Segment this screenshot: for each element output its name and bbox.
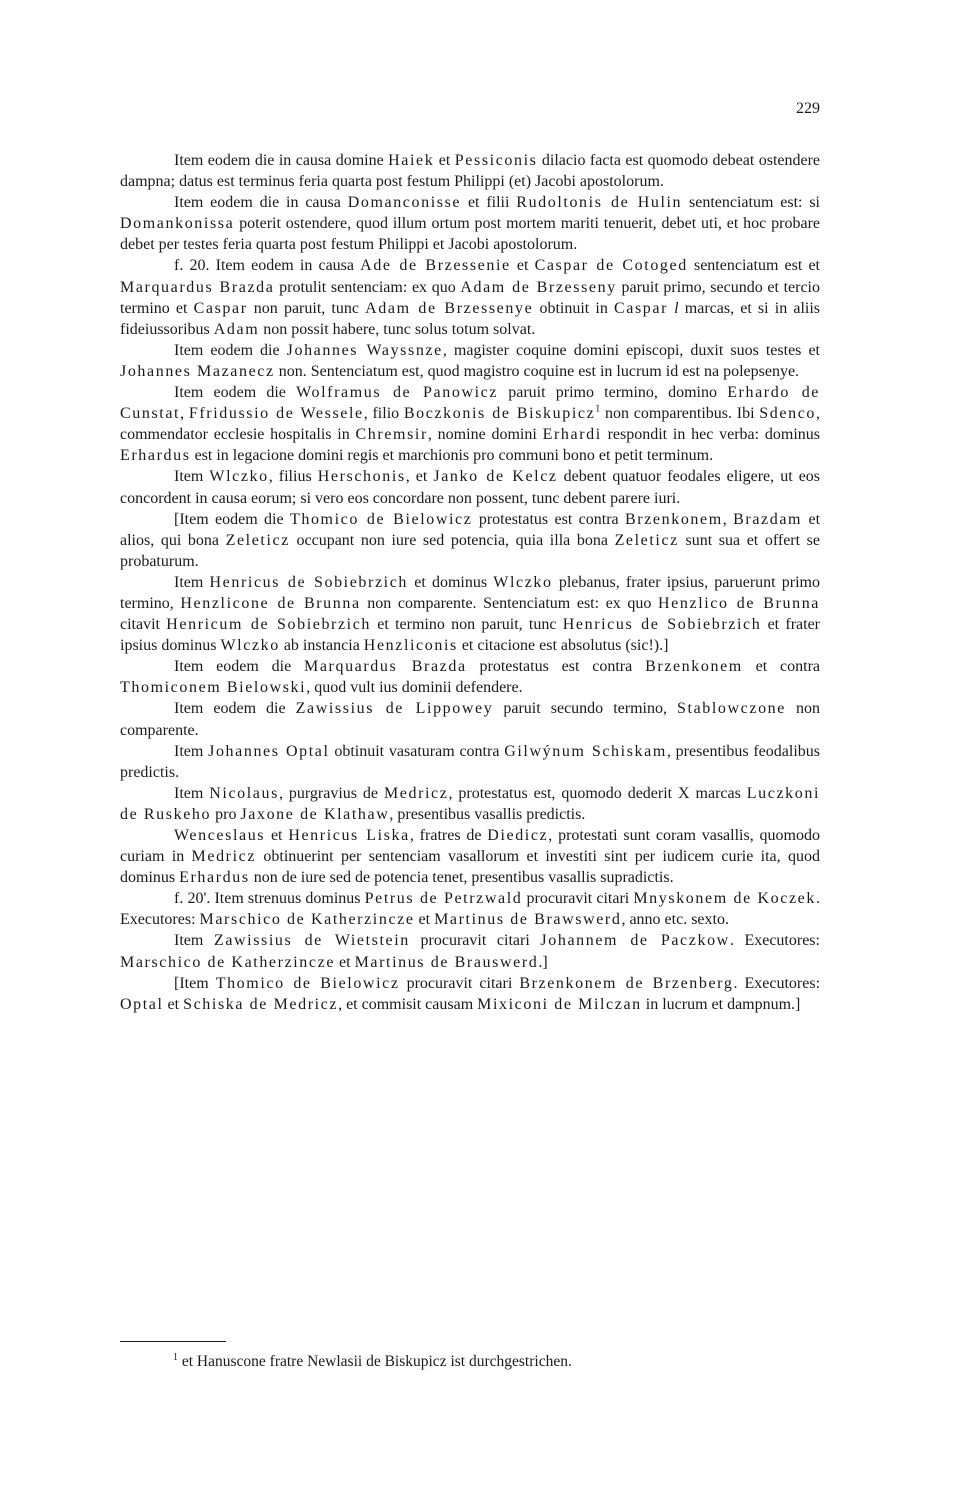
text-run: procuravit citari (522, 890, 634, 908)
spaced-name: Henricus Liska (288, 827, 410, 844)
text-run: Item eodem die in causa domine (174, 152, 389, 169)
spaced-name: Luczkoni de Ruskeho (120, 784, 820, 823)
text-run: Item eodem die in causa (174, 194, 348, 212)
spaced-name: Marschico de Katherzincze (120, 953, 336, 971)
spaced-name: Nicolaus (209, 784, 279, 802)
text-run: , commendator ecclesie hospitalis in (120, 405, 820, 444)
footnote-reference: 1 (595, 403, 601, 415)
spaced-name: Optal (120, 995, 164, 1013)
italic-text: l (674, 299, 679, 317)
text-run: , fratres de (409, 827, 488, 844)
text-run: sentenciatum est et (687, 257, 821, 275)
text-run: , magister coquine domini episcopi, duxit suos testes et (442, 341, 820, 359)
text-run: f. 20'. Item strenuus dominus (174, 890, 365, 908)
text-run: Item eodem die (174, 658, 305, 676)
spaced-name: Erhardus (179, 869, 250, 887)
text-run: , protestati sunt coram vasallis, quomodo curiam in (120, 827, 820, 866)
text-run: non. Sentenciatum est, quod magistro coquine est in lucrum id est na polepsenye. (274, 362, 800, 380)
spaced-name: Domankonissa (120, 215, 235, 233)
text-run: et frater ipsius dominus (120, 616, 821, 655)
text-run: [Item (174, 974, 216, 992)
spaced-name: Johannes Mazanecz (120, 362, 275, 380)
text-run: , nomine domini (427, 426, 543, 444)
paragraph (120, 192, 820, 255)
text-run: plebanus, frater ipsius, paruerunt primo termino, (120, 573, 821, 612)
spaced-name: Johannem de Paczkow (540, 932, 730, 950)
paragraph (120, 466, 820, 508)
text-run: non comparente. Sentenciatum est: ex quo (360, 594, 659, 612)
spaced-name: Medricz (383, 784, 449, 802)
spaced-name: Erhardi (542, 426, 602, 444)
spaced-name: Wolframus de Panowicz (296, 384, 499, 402)
page-number: 229 (796, 100, 820, 117)
text-run: et (434, 152, 455, 169)
text-run: obtinuit vasaturam contra (329, 742, 505, 760)
spaced-name: Wlczko (493, 573, 553, 591)
text-run: et (335, 953, 355, 971)
spaced-name: Martinus de Brauswerd (354, 953, 539, 971)
spaced-name: Herschonis (317, 468, 406, 486)
spaced-name: Henricum de Sobiebrzich (166, 616, 372, 634)
spaced-name: Brazdam (733, 510, 803, 528)
spaced-name: Gilwýnum Schiskam (504, 742, 667, 760)
spaced-name: Schiska de Medricz (183, 995, 339, 1013)
text-run: . Executores: (120, 890, 820, 929)
text-run: procuravit citari (409, 932, 541, 950)
text-run: et dominus (408, 573, 494, 591)
spaced-name: Diedicz (487, 827, 549, 844)
text-run: , quod vult ius dominii defendere. (306, 679, 523, 697)
text-run: .] (538, 953, 548, 971)
text-run: et termino non paruit, tunc (371, 616, 563, 634)
spaced-name: Caspar (613, 299, 669, 317)
text-run: , purgravius de (278, 784, 384, 802)
text-run: debent quatuor feodales eligere, ut eos concordent in causa eorum; si vero eos concordare non possent, tunc debent parere iuri. (120, 468, 821, 507)
spaced-name: Thomico de Bielowicz (289, 510, 473, 528)
text-run: paruit primo, secundo et tercio termino et (120, 278, 820, 317)
text-run: paruit secundo termino, (493, 700, 678, 718)
text-run: , et commisit causam (338, 995, 478, 1013)
spaced-name: Henricus de Sobiebrzich (562, 616, 762, 634)
spaced-name: Johannes Optal (208, 742, 330, 760)
text-run: , (180, 405, 189, 423)
spaced-name: Janko de Kelcz (433, 468, 558, 486)
text-run: in lucrum et dampnum.] (641, 995, 801, 1013)
text-run: Item (174, 784, 210, 802)
paragraph (120, 382, 820, 466)
text-run: protulit sentenciam: ex quo (274, 278, 461, 296)
text-run: obtinuerint per sentenciam vasallorum et investiti sint per iudicem curie ita, quod dominus (120, 848, 820, 887)
text-run: , anno etc. sexto. (621, 911, 729, 929)
spaced-name: Brzenkonem (625, 510, 723, 528)
text-run: et alios, qui bona (120, 510, 821, 549)
spaced-name: Sdenco (759, 405, 816, 423)
spaced-name: Thomico de Bielowicz (215, 974, 400, 992)
text-run: non de iure sed de potencia tenet, presentibus vasallis supradictis. (249, 869, 674, 887)
paragraph (120, 930, 820, 972)
paragraph (120, 509, 820, 572)
spaced-name: Wlczko (209, 468, 269, 486)
spaced-name: Adam (213, 320, 260, 338)
spaced-name: Henricus de Sobiebrzich (209, 573, 409, 591)
spaced-name: Henzliconis (363, 637, 458, 655)
footnote-rule (120, 1341, 226, 1342)
text-run: , filius (268, 468, 318, 486)
spaced-name: Domanconisse (347, 194, 462, 212)
text-run: poterit ostendere, quod illum ortum post mortem mariti tenuerit, debet uti, et hoc probare debet per testes feria quarta post festum Philippi et Jacobi apostolorum. (120, 215, 820, 254)
spaced-name: Zeleticz (225, 531, 290, 549)
spaced-name: Petrus de Petrzwald (364, 890, 523, 908)
text-run: et (510, 257, 535, 275)
spaced-name: Mixiconi de Milczan (477, 995, 642, 1013)
paragraph (120, 340, 820, 382)
spaced-name: Zawissius de Wietstein (213, 932, 410, 950)
text-run: Item (174, 573, 210, 591)
text-run: Item eodem die (174, 384, 297, 402)
footnote-marker: 1 (173, 1351, 178, 1363)
spaced-name: Ade de Brzessenie (360, 257, 511, 275)
text-run: protestatus est contra (472, 510, 626, 528)
text-run: ab instancia (279, 637, 364, 655)
spaced-name: Brzenkonem (645, 658, 743, 676)
spaced-name: Marquardus Brazda (304, 658, 467, 676)
paragraph (120, 572, 820, 656)
text-run: , presentibus vasallis predictis. (389, 805, 586, 823)
text-run: dilacio facta est quomodo debeat ostendere dampna; datus est terminus feria quarta post festum Philippi (et) Jacobi apostolorum. (120, 152, 821, 191)
body-text (120, 150, 820, 1015)
text-run: [Item eodem die (174, 510, 290, 528)
spaced-name: Zawissius de Lippowey (295, 700, 494, 718)
text-run: occupant non iure sed potencia, quia illa bona (289, 531, 615, 549)
spaced-name: Adam de Brzesseny (460, 278, 617, 296)
paragraph (120, 741, 820, 783)
footnote-text: et Hanuscone fratre Newlasii de Biskupicz ist durchgestrichen. (178, 1353, 572, 1370)
text-run: citavit (120, 616, 167, 634)
spaced-name: Marschico de Katherzincze (199, 911, 415, 929)
spaced-name: Wlczko (220, 637, 280, 655)
paragraph (120, 783, 820, 825)
text-run: non comparente. (120, 700, 821, 739)
paragraph (120, 973, 820, 1015)
spaced-name: Chremsir (355, 426, 428, 444)
text-run: et filii (461, 194, 517, 212)
text-run: Item (174, 468, 210, 486)
footnote (173, 1352, 823, 1372)
text-run: marcas, et si in aliis fideiussoribus (120, 299, 821, 338)
text-run: non comparentibus. Ibi (600, 405, 760, 423)
spaced-name: Adam de Brzessenye (365, 299, 534, 317)
spaced-name: Caspar (193, 299, 248, 317)
text-run: protestatus est contra (466, 658, 646, 676)
spaced-name: Stablowczone (677, 700, 786, 718)
text-run: f. 20. Item eodem in causa (174, 257, 361, 275)
spaced-name: Boczkonis de Biskupicz (403, 405, 596, 423)
text-run: non possit habere, tunc solus totum solvat. (259, 320, 536, 338)
text-run: , (722, 510, 734, 528)
text-run: . Executores: (729, 932, 820, 950)
text-run: Item (174, 742, 209, 760)
text-run: et (265, 827, 289, 844)
text-run: Item (174, 932, 214, 950)
spaced-name: Martinus de Brawswerd (434, 911, 622, 929)
text-run: et contra (742, 658, 820, 676)
text-run: et citacione est absolutus (sic!).] (457, 637, 669, 655)
text-run: non paruit, tunc (247, 299, 366, 317)
text-run: . Executores: (733, 974, 821, 992)
text-run: , filio (363, 405, 404, 423)
text-run: Item eodem die (174, 700, 296, 718)
paragraph (120, 698, 820, 740)
text-run: pro (211, 805, 241, 823)
spaced-name: Rudoltonis de Hulin (516, 194, 683, 212)
text-run: et (414, 911, 435, 929)
paragraph (120, 825, 820, 888)
text-run: , et (405, 468, 434, 486)
spaced-name: Mnyskonem de Koczek (633, 890, 816, 908)
spaced-name: Caspar de Cotoged (534, 257, 688, 275)
spaced-name: Pessiconis (454, 152, 538, 169)
text-run: est in legacione domini regis et marchionis pro communi bono et petit terminum. (190, 447, 714, 465)
spaced-name: Brzenkonem de Brzenberg (519, 974, 734, 992)
text-run: sunt sua et offert se probaturum. (120, 531, 821, 570)
text-run: et (163, 995, 184, 1013)
paragraph (120, 255, 820, 339)
spaced-name: Medricz (191, 848, 257, 866)
paragraph (120, 150, 820, 192)
spaced-name: Johannes Wayssnze (286, 341, 443, 359)
text-run: , presentibus feodalibus predictis. (120, 742, 821, 781)
spaced-name: Thomiconem Bielowski (120, 679, 307, 697)
spaced-name: Henzlicone de Brunna (180, 594, 361, 612)
spaced-name: Erhardus (120, 447, 191, 465)
text-run: paruit primo termino, domino (498, 384, 728, 402)
text-run: Item eodem die (174, 341, 287, 359)
text-run: procuravit citari (399, 974, 520, 992)
spaced-name: Haiek (388, 152, 435, 169)
text-run: sentenciatum est: si (682, 194, 821, 212)
spaced-name: Wenceslaus (174, 827, 266, 844)
spaced-name: Henzlico de Brunna (658, 594, 821, 612)
paragraph (120, 656, 820, 698)
spaced-name: Zeleticz (614, 531, 679, 549)
spaced-name: Erhardo de Cunstat (120, 384, 821, 423)
text-run: respondit in hec verba: dominus (601, 426, 821, 444)
spaced-name: Jaxone de Klathaw (240, 805, 390, 823)
spaced-name: Marquardus Brazda (120, 278, 275, 296)
text-run: , protestatus est, quomodo dederit X marcas (448, 784, 747, 802)
spaced-name: Ffridussio de Wessele (188, 405, 364, 423)
paragraph (120, 888, 820, 930)
text-run: obtinuit in (533, 299, 614, 317)
